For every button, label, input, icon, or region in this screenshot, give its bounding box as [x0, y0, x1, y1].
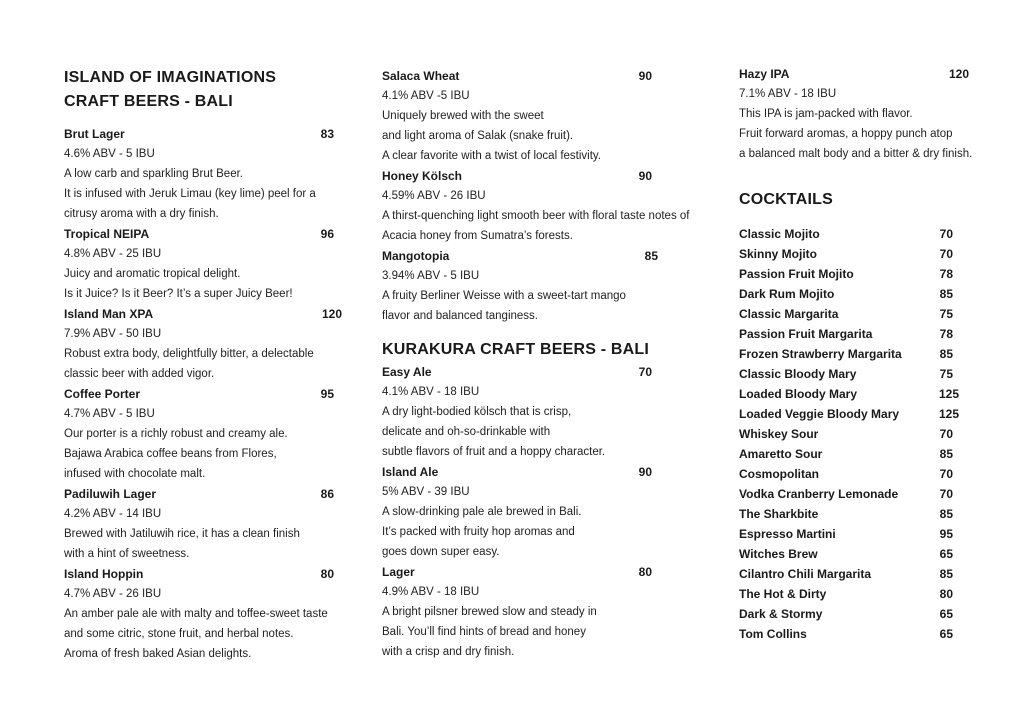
menu-item-header: [382, 246, 664, 266]
menu-item-abv: 4.7% ABV - 5 IBU: [64, 408, 155, 420]
cocktail-name: Witches Brew: [739, 547, 818, 561]
cocktail-name: The Hot & Dirty: [739, 587, 827, 601]
section-title-cocktails: COCKTAILS: [739, 191, 833, 208]
cocktail-price: 70: [939, 427, 953, 441]
menu-item-abv: 3.94% ABV - 5 IBU: [382, 270, 480, 282]
menu-item: [382, 66, 664, 166]
cocktail-price: 95: [939, 527, 953, 541]
menu-item-header: [382, 66, 664, 86]
column-middle: [382, 66, 690, 662]
cocktail-price: 65: [939, 607, 953, 621]
menu-item-price: 90: [638, 465, 652, 479]
menu-item-abv: 4.1% ABV -5 IBU: [382, 90, 470, 102]
menu-item-price: 95: [320, 387, 334, 401]
section-title-kurakura: KURAKURA CRAFT BEERS - BALI: [382, 341, 650, 358]
menu-item-header: [64, 384, 342, 404]
menu-item: [382, 562, 664, 662]
cocktail-name: Classic Margarita: [739, 307, 839, 321]
menu-item-description: a balanced malt body and a bitter & dry finish.: [739, 148, 973, 160]
cocktail-price: 85: [939, 447, 953, 461]
menu-item-description: Robust extra body, delightfully bitter, a delectable: [64, 348, 314, 360]
cocktail-price: 125: [938, 407, 959, 421]
beer-list-island: [64, 124, 342, 664]
cocktail-name: Loaded Veggie Bloody Mary: [739, 407, 900, 421]
menu-item-description: A low carb and sparkling Brut Beer.: [64, 168, 243, 180]
menu-item-name: Brut Lager: [64, 127, 125, 141]
menu-item-price: 90: [638, 169, 652, 183]
cocktail-row: [739, 624, 969, 644]
beer-list-kurakura: [382, 362, 664, 662]
cocktail-price: 70: [939, 227, 953, 241]
cocktail-name: Frozen Strawberry Margarita: [739, 347, 902, 361]
menu-item-description: A thirst-quenching light smooth beer with floral taste notes of: [382, 210, 690, 222]
cocktail-price: 75: [939, 307, 953, 321]
menu-item-name: Easy Ale: [382, 365, 432, 379]
menu-item: [382, 362, 664, 462]
menu-item-header: [382, 166, 664, 186]
menu-item-price: 80: [320, 567, 334, 581]
menu-item-price: 96: [320, 227, 334, 241]
menu-item-description: Acacia honey from Sumatra’s forests.: [382, 230, 573, 242]
beer-list-island-continued: [382, 66, 690, 326]
beer-list-kurakura-continued: [739, 64, 973, 164]
cocktail-name: Whiskey Sour: [739, 427, 819, 441]
cocktail-name: Cosmopolitan: [739, 467, 819, 481]
menu-item-description: Fruit forward aromas, a hoppy punch atop: [739, 128, 953, 140]
menu-item-abv: 4.1% ABV - 18 IBU: [382, 386, 480, 398]
menu-item-name: Honey Kölsch: [382, 169, 463, 183]
menu-item-description: It’s packed with fruity hop aromas and: [382, 526, 575, 538]
cocktail-price: 125: [938, 387, 959, 401]
menu-item-description: and light aroma of Salak (snake fruit).: [382, 130, 574, 142]
menu-item-description: subtle flavors of fruit and a hoppy character.: [382, 446, 606, 458]
menu-item-header: [64, 224, 342, 244]
cocktail-row: [739, 464, 969, 484]
cocktail-row: [739, 264, 969, 284]
cocktail-price: 70: [939, 247, 953, 261]
menu-item: [739, 64, 973, 164]
menu-item-header: [64, 484, 342, 504]
menu-item-price: 120: [321, 307, 342, 321]
section-title-island-of-imaginations: ISLAND OF IMAGINATIONS CRAFT BEERS - BALI: [64, 69, 277, 110]
menu-item-name: Hazy IPA: [739, 67, 790, 81]
menu-item-abv: 7.9% ABV - 50 IBU: [64, 328, 162, 340]
menu-item-description: Bali. You’ll find hints of bread and honey: [382, 626, 586, 638]
menu-item-abv: 5% ABV - 39 IBU: [382, 486, 470, 498]
menu-item-description: This IPA is jam-packed with flavor.: [739, 108, 913, 120]
menu-item: [64, 124, 342, 224]
menu-item: [64, 484, 342, 564]
menu-item-description: A bright pilsner brewed slow and steady in: [382, 606, 597, 618]
cocktail-price: 70: [939, 487, 953, 501]
menu-item-price: 86: [320, 487, 334, 501]
menu-item-description: It is infused with Jeruk Limau (key lime) peel for a: [64, 188, 316, 200]
cocktail-price: 85: [939, 347, 953, 361]
menu-item: [382, 462, 664, 562]
cocktail-row: [739, 244, 969, 264]
cocktail-row: [739, 304, 969, 324]
menu-item-description: goes down super easy.: [382, 546, 500, 558]
cocktail-row: [739, 504, 969, 524]
cocktail-price: 75: [939, 367, 953, 381]
cocktail-row: [739, 284, 969, 304]
menu-item-description: citrusy aroma with a dry finish.: [64, 208, 219, 220]
menu-item: [382, 166, 690, 246]
menu-item: [64, 224, 342, 304]
cocktail-row: [739, 584, 969, 604]
cocktail-name: Classic Mojito: [739, 227, 820, 241]
cocktail-name: The Sharkbite: [739, 507, 819, 521]
menu-item-description: A dry light-bodied kölsch that is crisp,: [382, 406, 572, 418]
menu-item-abv: 4.59% ABV - 26 IBU: [382, 190, 486, 202]
cocktail-row: [739, 424, 969, 444]
menu-item-abv: 4.2% ABV - 14 IBU: [64, 508, 162, 520]
menu-item-abv: 4.7% ABV - 26 IBU: [64, 588, 162, 600]
cocktail-row: [739, 344, 969, 364]
menu-item-description: Bajawa Arabica coffee beans from Flores,: [64, 448, 277, 460]
menu-item-description: A fruity Berliner Weisse with a sweet-tart mango: [382, 290, 626, 302]
menu-item-price: 120: [948, 67, 969, 81]
menu-item-header: [382, 462, 664, 482]
cocktail-price: 85: [939, 567, 953, 581]
cocktail-row: [739, 324, 969, 344]
cocktail-price: 78: [939, 327, 953, 341]
menu-item-abv: 4.6% ABV - 5 IBU: [64, 148, 155, 160]
menu-item-price: 83: [320, 127, 334, 141]
menu-item-description: An amber pale ale with malty and toffee-sweet taste: [64, 608, 328, 620]
cocktail-name: Loaded Bloody Mary: [739, 387, 858, 401]
cocktail-name: Tom Collins: [739, 627, 807, 641]
cocktail-row: [739, 604, 969, 624]
menu-item-description: delicate and oh-so-drinkable with: [382, 426, 551, 438]
menu-item: [64, 304, 342, 384]
cocktail-row: [739, 384, 969, 404]
menu-item-price: 85: [644, 249, 658, 263]
menu-item-name: Island Man XPA: [64, 307, 154, 321]
cocktail-row: [739, 404, 969, 424]
menu-item-header: [382, 562, 664, 582]
cocktail-row: [739, 544, 969, 564]
cocktail-row: [739, 444, 969, 464]
menu-item-description: Brewed with Jatiluwih rice, it has a clean finish: [64, 528, 300, 540]
cocktail-name: Passion Fruit Margarita: [739, 327, 873, 341]
menu-item-header: [739, 64, 969, 84]
cocktail-name: Classic Bloody Mary: [739, 367, 857, 381]
menu-item-header: [64, 564, 342, 584]
menu-item-name: Salaca Wheat: [382, 69, 460, 83]
column-right: [739, 64, 973, 644]
menu-item-name: Lager: [382, 565, 415, 579]
cocktail-row: [739, 224, 969, 244]
menu-item-description: Our porter is a richly robust and creamy ale.: [64, 428, 288, 440]
cocktail-row: [739, 564, 969, 584]
menu-item-name: Mangotopia: [382, 249, 450, 263]
menu-item: [382, 246, 664, 326]
cocktail-price: 78: [939, 267, 953, 281]
menu-item-description: with a hint of sweetness.: [64, 548, 190, 560]
cocktail-price: 80: [939, 587, 953, 601]
menu-item-name: Coffee Porter: [64, 387, 141, 401]
menu-item-abv: 7.1% ABV - 18 IBU: [739, 88, 837, 100]
cocktail-name: Dark Rum Mojito: [739, 287, 835, 301]
menu-item-abv: 4.9% ABV - 18 IBU: [382, 586, 480, 598]
menu-item-description: A clear favorite with a twist of local festivity.: [382, 150, 602, 162]
cocktail-row: [739, 484, 969, 504]
cocktail-name: Espresso Martini: [739, 527, 836, 541]
menu-item-price: 90: [638, 69, 652, 83]
menu-item-description: Uniquely brewed with the sweet: [382, 110, 544, 122]
cocktail-row: [739, 364, 969, 384]
menu-item-description: Juicy and aromatic tropical delight.: [64, 268, 241, 280]
cocktail-name: Amaretto Sour: [739, 447, 823, 461]
cocktail-price: 85: [939, 507, 953, 521]
menu-item-header: [382, 362, 664, 382]
cocktail-name: Vodka Cranberry Lemonade: [739, 487, 899, 501]
menu-item-abv: 4.8% ABV - 25 IBU: [64, 248, 162, 260]
menu-item-name: Tropical NEIPA: [64, 227, 150, 241]
menu-item-header: [64, 304, 342, 324]
menu-item-name: Island Ale: [382, 465, 439, 479]
column-island-of-imaginations: [64, 66, 342, 664]
menu-item-description: infused with chocolate malt.: [64, 468, 206, 480]
menu-item-description: Aroma of fresh baked Asian delights.: [64, 648, 252, 660]
menu-item-name: Island Hoppin: [64, 567, 144, 581]
cocktail-price: 70: [939, 467, 953, 481]
menu-item-name: Padiluwih Lager: [64, 487, 157, 501]
menu-item-header: [64, 124, 342, 144]
menu-item-description: and some citric, stone fruit, and herbal notes.: [64, 628, 294, 640]
cocktail-list: [739, 224, 969, 644]
cocktail-name: Dark & Stormy: [739, 607, 823, 621]
menu-item-description: flavor and balanced tanginess.: [382, 310, 538, 322]
menu-item-description: classic beer with added vigor.: [64, 368, 215, 380]
menu-item-price: 70: [638, 365, 652, 379]
menu-item-price: 80: [638, 565, 652, 579]
cocktail-price: 85: [939, 287, 953, 301]
menu-item: [64, 564, 342, 664]
cocktail-name: Skinny Mojito: [739, 247, 817, 261]
cocktail-price: 65: [939, 627, 953, 641]
cocktail-name: Passion Fruit Mojito: [739, 267, 854, 281]
cocktail-name: Cilantro Chili Margarita: [739, 567, 872, 581]
menu-item-description: A slow-drinking pale ale brewed in Bali.: [382, 506, 582, 518]
cocktail-price: 65: [939, 547, 953, 561]
cocktail-row: [739, 524, 969, 544]
menu-item: [64, 384, 342, 484]
menu-item-description: with a crisp and dry finish.: [382, 646, 515, 658]
menu-item-description: Is it Juice? Is it Beer? It’s a super Juicy Beer!: [64, 288, 293, 300]
